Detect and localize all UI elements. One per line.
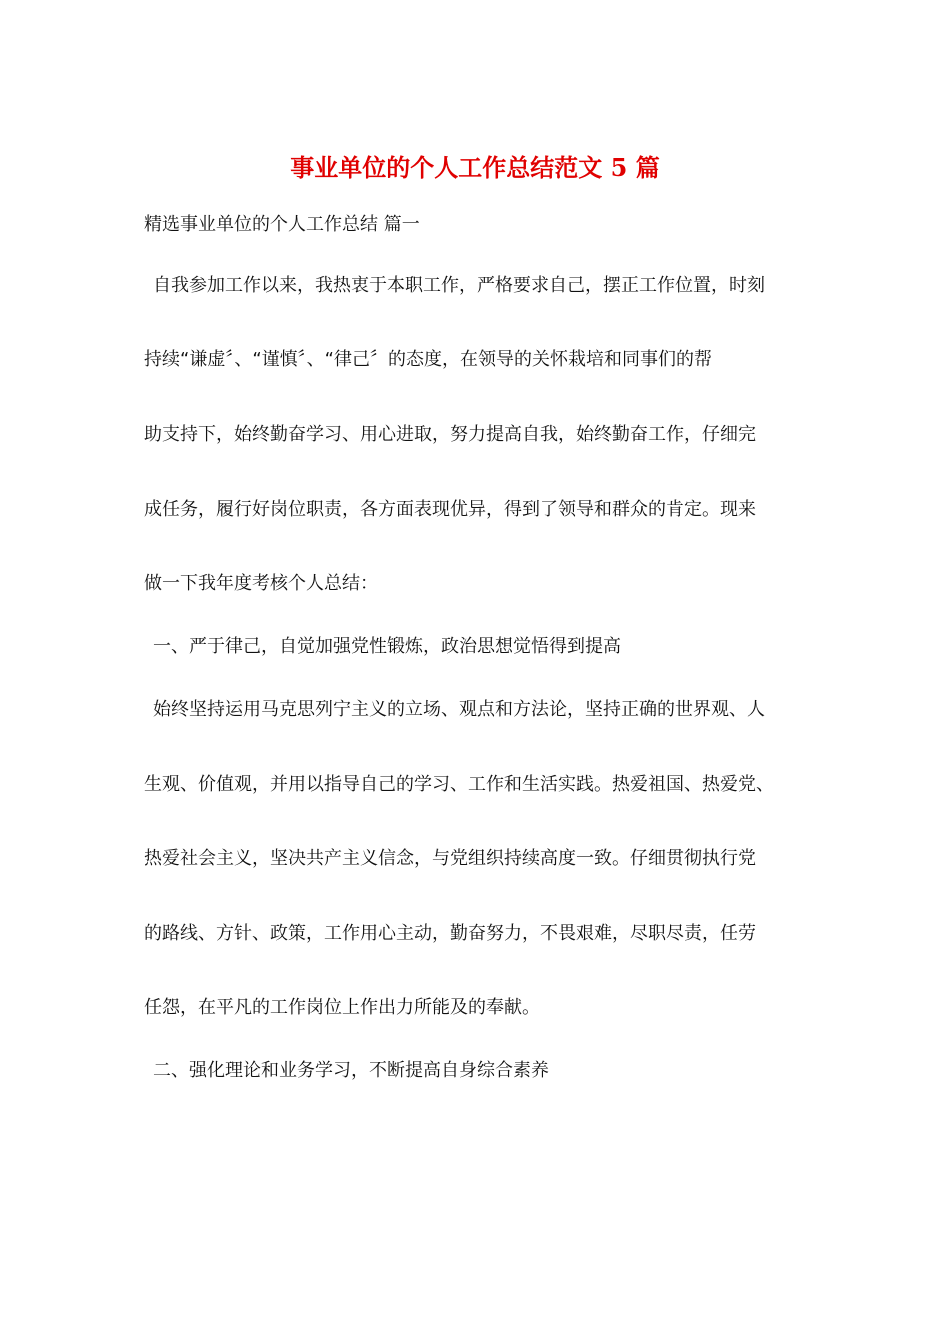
paragraph-line: 任怨，在平凡的工作岗位上作出力所能及的奉献。 <box>144 997 540 1018</box>
paragraph-line: 始终坚持运用马克思列宁主义的立场、观点和方法论，坚持正确的世界观、人 <box>153 699 765 720</box>
section-subtitle: 精选事业单位的个人工作总结 篇一 <box>144 214 420 235</box>
paragraph-line: 做一下我年度考核个人总结： <box>144 573 378 594</box>
paragraph-line: 自我参加工作以来，我热衷于本职工作，严格要求自己，摆正工作位置，时刻 <box>153 275 765 296</box>
paragraph-line: 生观、价值观，并用以指导自己的学习、工作和生活实践。热爱祖国、热爱党、 <box>144 774 774 795</box>
paragraph-line: 热爱社会主义，坚决共产主义信念，与党组织持续高度一致。仔细贯彻执行党 <box>144 848 756 869</box>
section-heading: 二、强化理论和业务学习，不断提高自身综合素养 <box>153 1060 549 1081</box>
paragraph-line: 持续“谦虚〞、“谨慎〞、“律己〞的态度，在领导的关怀栽培和同事们的帮 <box>144 349 712 370</box>
paragraph-line: 成任务，履行好岗位职责，各方面表现优异，得到了领导和群众的肯定。现来 <box>144 499 756 520</box>
paragraph-line: 助支持下，始终勤奋学习、用心进取，努力提高自我，始终勤奋工作，仔细完 <box>144 424 756 445</box>
section-heading: 一、严于律己，自觉加强党性锻炼，政治思想觉悟得到提高 <box>153 636 621 657</box>
paragraph-line: 的路线、方针、政策，工作用心主动，勤奋努力，不畏艰难，尽职尽责，任劳 <box>144 923 756 944</box>
document-title: 事业单位的个人工作总结范文 5 篇 <box>290 153 660 182</box>
